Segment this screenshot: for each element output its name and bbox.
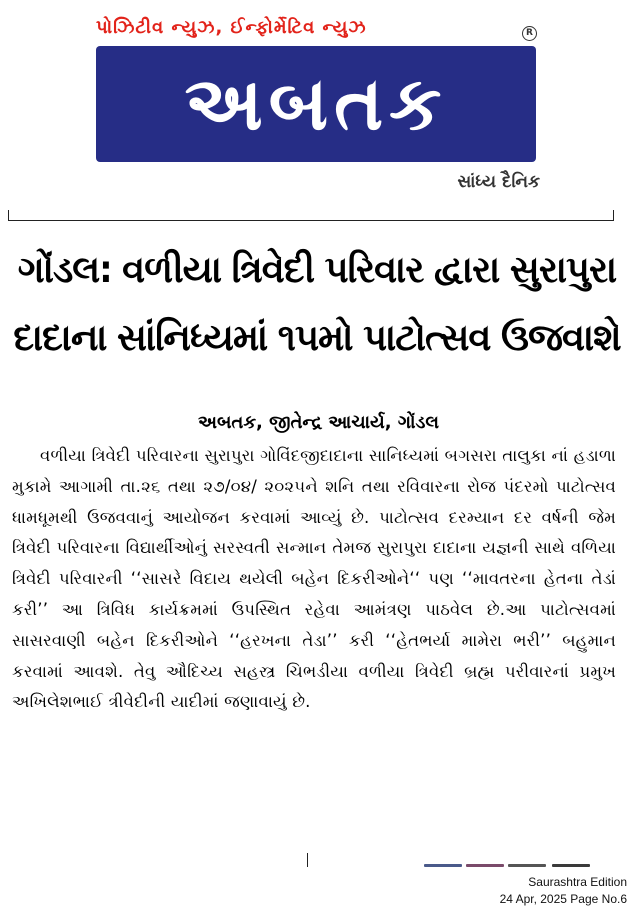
edition-info [387, 874, 627, 908]
article-byline: અબતક, જીતેન્દ્ર આચાર્ય, ગોંડલ [197, 412, 440, 433]
header-divider [8, 220, 614, 221]
article-body: વળીયા ત્રિવેદી પરિવારના સુરાપુરા ગોવિંદજીદાદાના સાનિધ્યમાં બગસરા તાલુકા નાં હડાળા મુકામે આગામી તા.૨૬ તથા ૨૭/૦૪/ ૨૦૨૫ને શનિ તથા રવિવારના રોજ પંદરમો પાટોત્સવ ધામધૂમથી ઉજવવાનું આયોજન કરવામાં આવ્યું છે. પાટોત્સવ દરમ્યાન દર વર્ષની જેમ ત્રિવેદી પરિવારના વિદ્યાર્થીઓનું સરસ્વતી સન્માન તેમજ સુરાપુરા દાદાના યજ્ઞની સાથે વળિયા ત્રિવેદી પરિવારની ‘‘સાસરે વિદાય થયેલી બહેન દિકરીઓને‘‘ પણ ‘‘માવતરના હેતના તેડાં કરી’’ આ ત્રિવિધ કાર્યક્રમમાં ઉપસ્થિત રહેવા આમંત્રણ પાઠવેલ છે.આ પાટોત્સવમાં સાસરવાણી બહેન દિકરીઓને ‘‘હરખના તેડા’’ કરી ‘‘હેતભર્યા મામેરા ભરી’’ બહુમાન કરવામાં આવશે. તેવુ ઔદિચ્ય સહસ્ત્ર ચિભડીયા વળીયા ત્રિવેદી બ્રહ્મ પરીવારનાં પ્રમુખ અખિલેશભાઈ ત્રીવેદીની યાદીમાં જણાવાયું છે. [12, 446, 616, 712]
registered-trademark-icon: R [522, 26, 537, 41]
page-thumbnail-strip [424, 864, 462, 867]
page-thumbnail-strip [466, 864, 504, 867]
masthead [0, 0, 637, 210]
headline-line-2: દાદાના સાંનિધ્યમાં ૧૫મો પાટોત્સવ ઉજવાશે [13, 316, 621, 359]
newspaper-logo: અબતક [96, 46, 536, 162]
page-thumbnail-strip [552, 864, 590, 867]
page-thumbnail-strip [508, 864, 546, 867]
article-headline [12, 236, 622, 372]
text-cursor-mark [307, 853, 308, 867]
headline-line-1: ગોંડલ: વળીયા ત્રિવેદી પરિવાર દ્વારા સુરાપુરા [17, 248, 617, 291]
masthead-tagline: પોઝિટીવ ન્યુઝ, ઈન્ફોર્મેટિવ ન્યુઝ [96, 17, 367, 38]
edition-name: Saurashtra Edition [528, 875, 627, 889]
frame-corner-right [613, 210, 614, 221]
edition-date-page: 24 Apr, 2025 Page No.6 [499, 892, 627, 906]
logo-subtitle: સાંધ્ય દૈનિક [457, 172, 540, 192]
